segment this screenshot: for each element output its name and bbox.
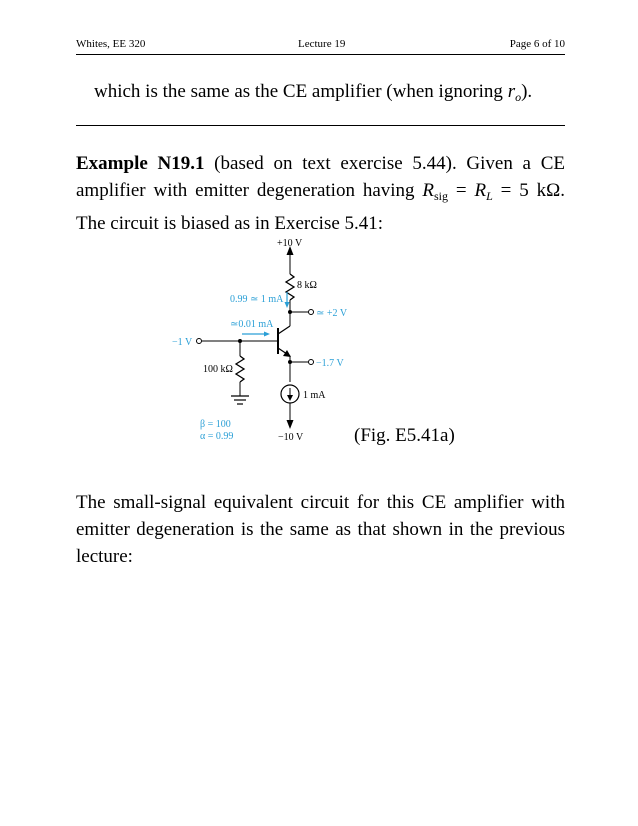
circuit-schematic [170, 210, 390, 450]
current-source-arrow-icon [287, 395, 293, 401]
base-terminal [197, 339, 202, 344]
transistor-collector-lead [278, 326, 290, 334]
intro-var-sub: o [515, 90, 522, 104]
collector-resistor-label: 8 kΩ [297, 280, 317, 291]
body-line-1: The small-signal equivalent circuit for this CE amplifier with [76, 492, 565, 513]
collector-terminal [309, 310, 314, 315]
body-line-2: emitter degeneration is the same as that shown in the previous [76, 519, 565, 540]
intro-var-r: r [507, 81, 516, 102]
emitter-voltage-label: −1.7 V [316, 358, 344, 369]
base-resistor-label: 100 kΩ [203, 364, 233, 375]
collector-current-label: 0.99 ≃ 1 mA [230, 294, 284, 305]
sub-l: L [486, 189, 493, 203]
example-line-3: The circuit is biased as in Exercise 5.41: [76, 213, 384, 234]
sub-sig: sig [434, 189, 449, 203]
emitter-arrow-icon [283, 350, 291, 357]
base-current-label: ≃0.01 mA [230, 319, 274, 330]
example-title: Example N19.1 [76, 153, 205, 174]
example-line1-rest: (based on text exercise 5.44). Given a CE [204, 153, 565, 174]
vee-label: −10 V [278, 432, 304, 443]
intro-sentence [94, 81, 532, 105]
body-paragraph [76, 489, 565, 570]
intro-text: which is the same as the CE amplifier (when ignoring [94, 81, 508, 102]
current-source-label: 1 mA [303, 390, 326, 401]
alpha-label: α = 0.99 [200, 431, 234, 442]
beta-label: β = 100 [200, 419, 231, 430]
example-line2-text: amplifier with emitter degeneration having [76, 180, 423, 201]
collector-voltage-label: ≃ +2 V [316, 308, 348, 319]
vcc-label: +10 V [277, 238, 303, 249]
vee-arrow-icon [287, 420, 294, 429]
header-author: Whites, EE 320 [76, 38, 146, 50]
emitter-terminal [309, 360, 314, 365]
example-line-2 [76, 177, 565, 210]
header-lecture: Lecture 19 [298, 38, 346, 50]
resistance-value: = 5 kΩ. [492, 180, 565, 201]
base-current-arrow-icon [264, 332, 270, 337]
header-page-number: Page 6 of 10 [509, 38, 565, 50]
section-divider [76, 125, 565, 126]
example-line-1 [76, 150, 565, 177]
base-voltage-label: −1 V [172, 337, 193, 348]
base-resistor [236, 356, 244, 382]
figure-caption: (Fig. E5.41a) [354, 425, 455, 446]
equals-sign: = [448, 180, 475, 201]
var-r-sig: R [422, 180, 435, 201]
intro-end: ). [521, 81, 533, 102]
var-r-l: R [474, 180, 487, 201]
page-header [76, 38, 565, 55]
body-line-3: lecture: [76, 546, 133, 567]
collector-current-arrow-icon [285, 302, 290, 308]
